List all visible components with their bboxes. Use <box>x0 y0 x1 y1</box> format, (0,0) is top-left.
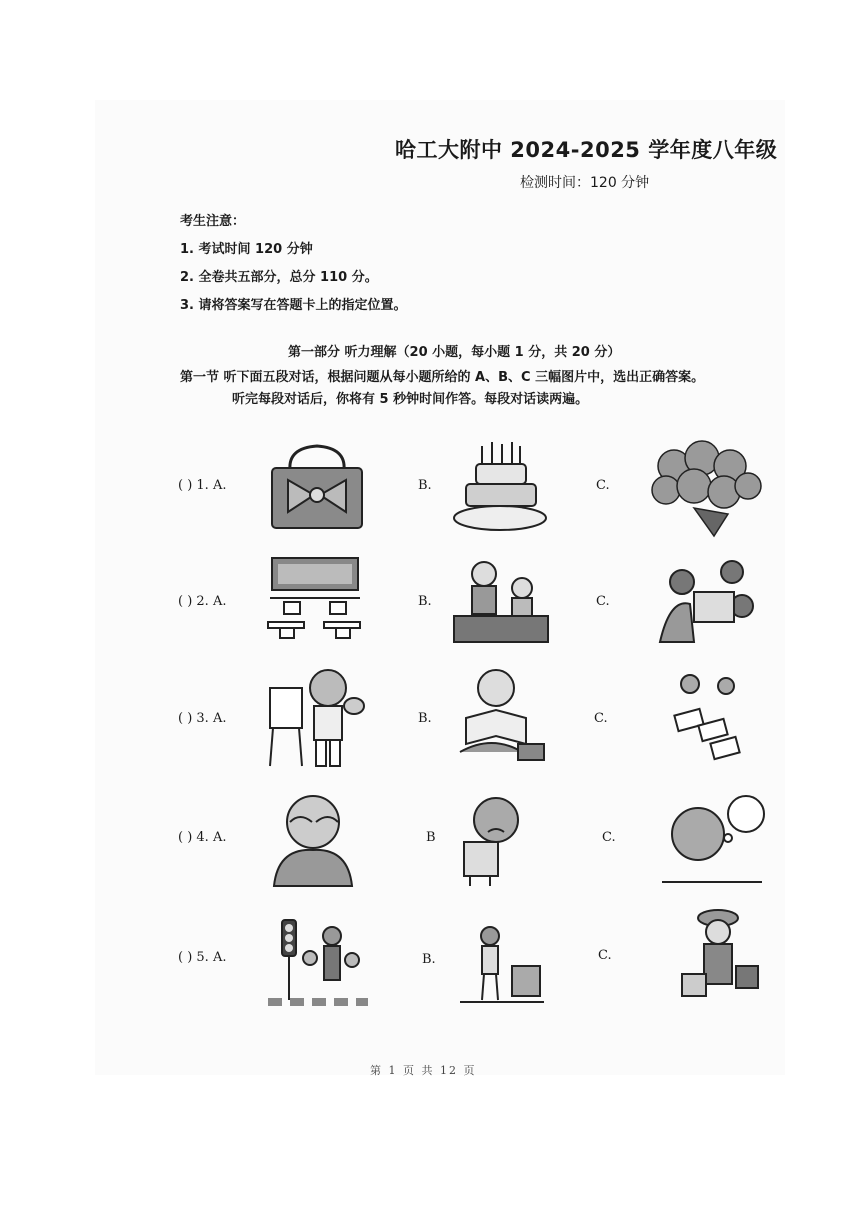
handbag-icon <box>268 440 366 530</box>
boy-reading-icon <box>452 664 548 764</box>
option-b-label: B <box>426 830 436 845</box>
notice-heading: 考生注意： <box>180 214 246 229</box>
notice-item: 1. 考试时间 120 分钟 <box>180 242 313 257</box>
exam-title: 哈工大附中 2024-2025 学年度八年级 <box>395 138 778 162</box>
traffic-crossing-icon <box>268 910 368 1010</box>
option-b-label: B. <box>418 711 432 726</box>
option-b-label: B. <box>422 952 436 967</box>
hopscotch-icon <box>660 668 768 764</box>
option-b-label: B. <box>418 478 432 493</box>
part-title: 第一部分 听力理解（20 小题，每小题 1 分，共 20 分） <box>288 345 621 360</box>
question-5-label: ( ) 5. A. <box>178 950 227 965</box>
option-c-label: C. <box>596 478 610 493</box>
notice-item: 3. 请将答案写在答题卡上的指定位置。 <box>180 298 407 313</box>
boy-crying-icon <box>270 792 356 888</box>
girl-painting-icon <box>266 662 368 768</box>
section-instruction: 第一节 听下面五段对话，根据问题从每小题所给的 A、B、C 三幅图片中，选出正确答案。 <box>180 370 705 385</box>
question-1-label: ( ) 1. A. <box>178 478 227 493</box>
page-footer: 第 1 页 共 12 页 <box>370 1064 477 1077</box>
section-instruction-2: 听完每段对话后，你将有 5 秒钟时间作答。每段对话读两遍。 <box>232 392 589 407</box>
kids-drawing-icon <box>650 552 768 646</box>
question-4-label: ( ) 4. A. <box>178 830 227 845</box>
boy-sweeping-icon <box>460 922 544 1008</box>
kids-cooking-icon <box>450 556 550 646</box>
option-c-label: C. <box>596 594 610 609</box>
option-c-label: C. <box>598 948 612 963</box>
boy-thinking-icon <box>658 784 768 884</box>
notice-item: 2. 全卷共五部分，总分 110 分。 <box>180 270 378 285</box>
exam-time: 检测时间：120 分钟 <box>520 175 650 191</box>
birthday-cake-icon <box>452 438 548 534</box>
flower-bouquet-icon <box>644 436 768 540</box>
option-c-label: C. <box>594 711 608 726</box>
gardener-icon <box>666 904 768 1008</box>
boy-sad-icon <box>456 792 526 886</box>
computer-room-icon <box>264 556 366 642</box>
question-2-label: ( ) 2. A. <box>178 594 227 609</box>
option-c-label: C. <box>602 830 616 845</box>
question-3-label: ( ) 3. A. <box>178 711 227 726</box>
option-b-label: B. <box>418 594 432 609</box>
